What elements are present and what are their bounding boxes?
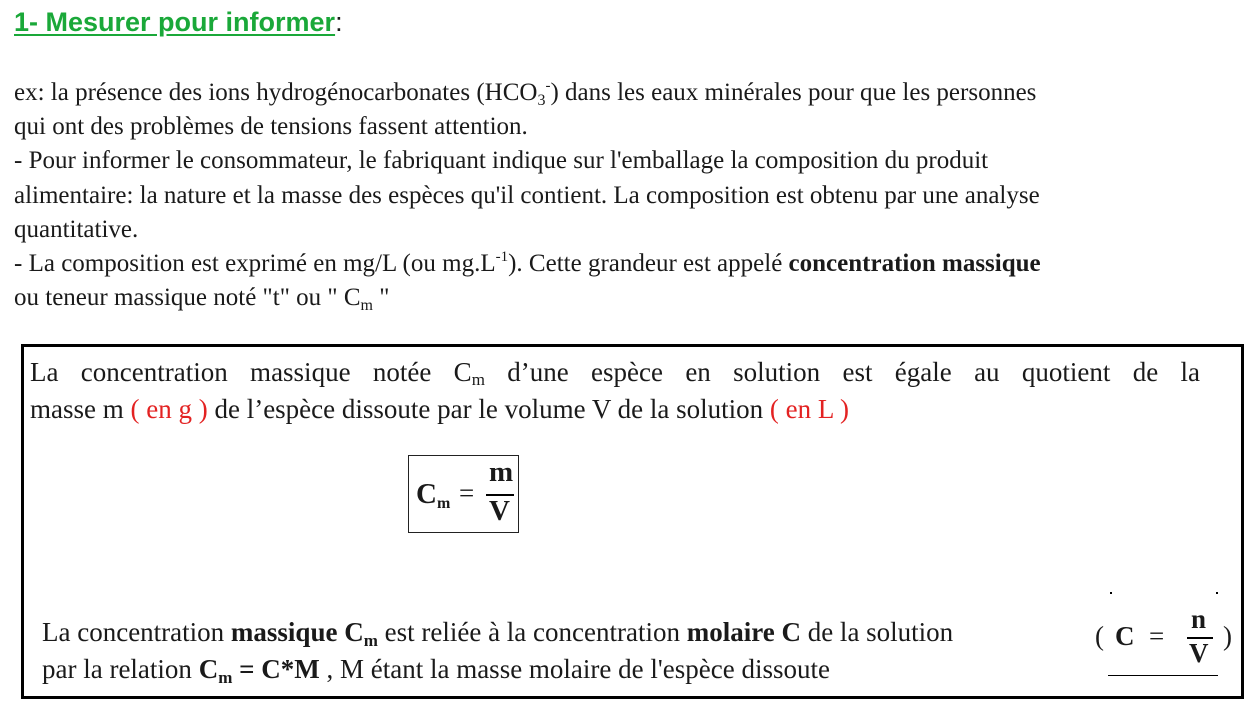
formula-denominator: V [489, 495, 510, 527]
intro-line [14, 76, 1250, 110]
relation-text [42, 614, 953, 688]
underline-rule [1108, 675, 1218, 676]
dot-mark [1216, 592, 1218, 594]
dot-mark [1110, 592, 1112, 594]
text: ou teneur massique noté "t" ou " C [14, 284, 361, 312]
text: C [198, 654, 219, 684]
heading-colon: : [335, 7, 343, 37]
text: de la solution [800, 617, 954, 647]
text: ). Cette grandeur est appelé [508, 249, 789, 277]
text: = C*M [232, 654, 320, 684]
open-paren: ( [1095, 621, 1104, 651]
subscript: m [436, 495, 451, 512]
heading-title: 1- Mesurer pour informer [14, 7, 336, 37]
subscript: m [218, 668, 233, 687]
text: La concentration massique notée C [30, 357, 472, 387]
bold-formula [198, 654, 320, 687]
mass-concentration-formula [408, 455, 519, 533]
text: ex: la présence des ions hydrogénocarbonates (HCO [14, 79, 538, 106]
intro-line: alimentaire: la nature et la masse des espèces qu'il contient. La composition est obtenu par une analyse [14, 181, 1040, 209]
intro-line: quantitative. [14, 215, 139, 243]
formula-equals: = [459, 478, 475, 508]
formula-lhs [416, 478, 450, 511]
definition-line [30, 354, 1200, 391]
molar-concentration-formula [1095, 604, 1243, 674]
subscript: m [360, 297, 373, 315]
superscript: - [545, 78, 551, 94]
formula-numerator: m [489, 456, 514, 488]
text: , M étant la masse molaire de l'espèce dissoute [319, 654, 830, 684]
subscript: m [471, 370, 485, 389]
text: ) dans les eaux minérales pour que les personnes [550, 79, 1037, 106]
text: massique C [230, 617, 364, 647]
subscript: m [363, 631, 378, 650]
text: d’une espèce en solution est égale au quotient de la [484, 357, 1200, 387]
unit-grams: ( en g ) [130, 394, 208, 424]
text: - La composition est exprimé en mg/L (ou mg.L [14, 249, 496, 277]
formula-denominator: V [1189, 638, 1209, 668]
definition-box [21, 344, 1244, 699]
formula-equals: = [1149, 621, 1165, 651]
text: par la relation [42, 654, 199, 684]
unit-liters: ( en L ) [769, 394, 850, 424]
relation-line [42, 614, 953, 651]
text: C [416, 478, 437, 510]
close-paren: ) [1223, 621, 1232, 651]
formula-numerator: n [1191, 604, 1207, 634]
subscript: 3 [537, 92, 546, 109]
intro-line: qui ont des problèmes de tensions fassent attention. [14, 113, 528, 141]
bold-term: molaire C [686, 617, 801, 647]
bold-term: concentration massique [788, 249, 1041, 277]
text: est reliée à la concentration [377, 617, 687, 647]
definition-line [30, 391, 1200, 428]
intro-line: - Pour informer le consommateur, le fabriquant indique sur l'emballage la composition du produit [14, 147, 989, 175]
intro-line [14, 247, 1250, 281]
intro-line [14, 281, 1250, 315]
bold-term [230, 617, 378, 650]
text: " [373, 284, 390, 312]
definition-text [30, 354, 1200, 428]
text: masse m [30, 394, 131, 424]
superscript: -1 [495, 248, 509, 265]
intro-paragraphs [14, 76, 1250, 315]
text: La concentration [42, 617, 231, 647]
relation-line [42, 651, 953, 688]
section-heading [14, 4, 343, 40]
formula-lhs: C [1115, 621, 1135, 651]
text: de l’espèce dissoute par le volume V de la solution [207, 394, 770, 424]
